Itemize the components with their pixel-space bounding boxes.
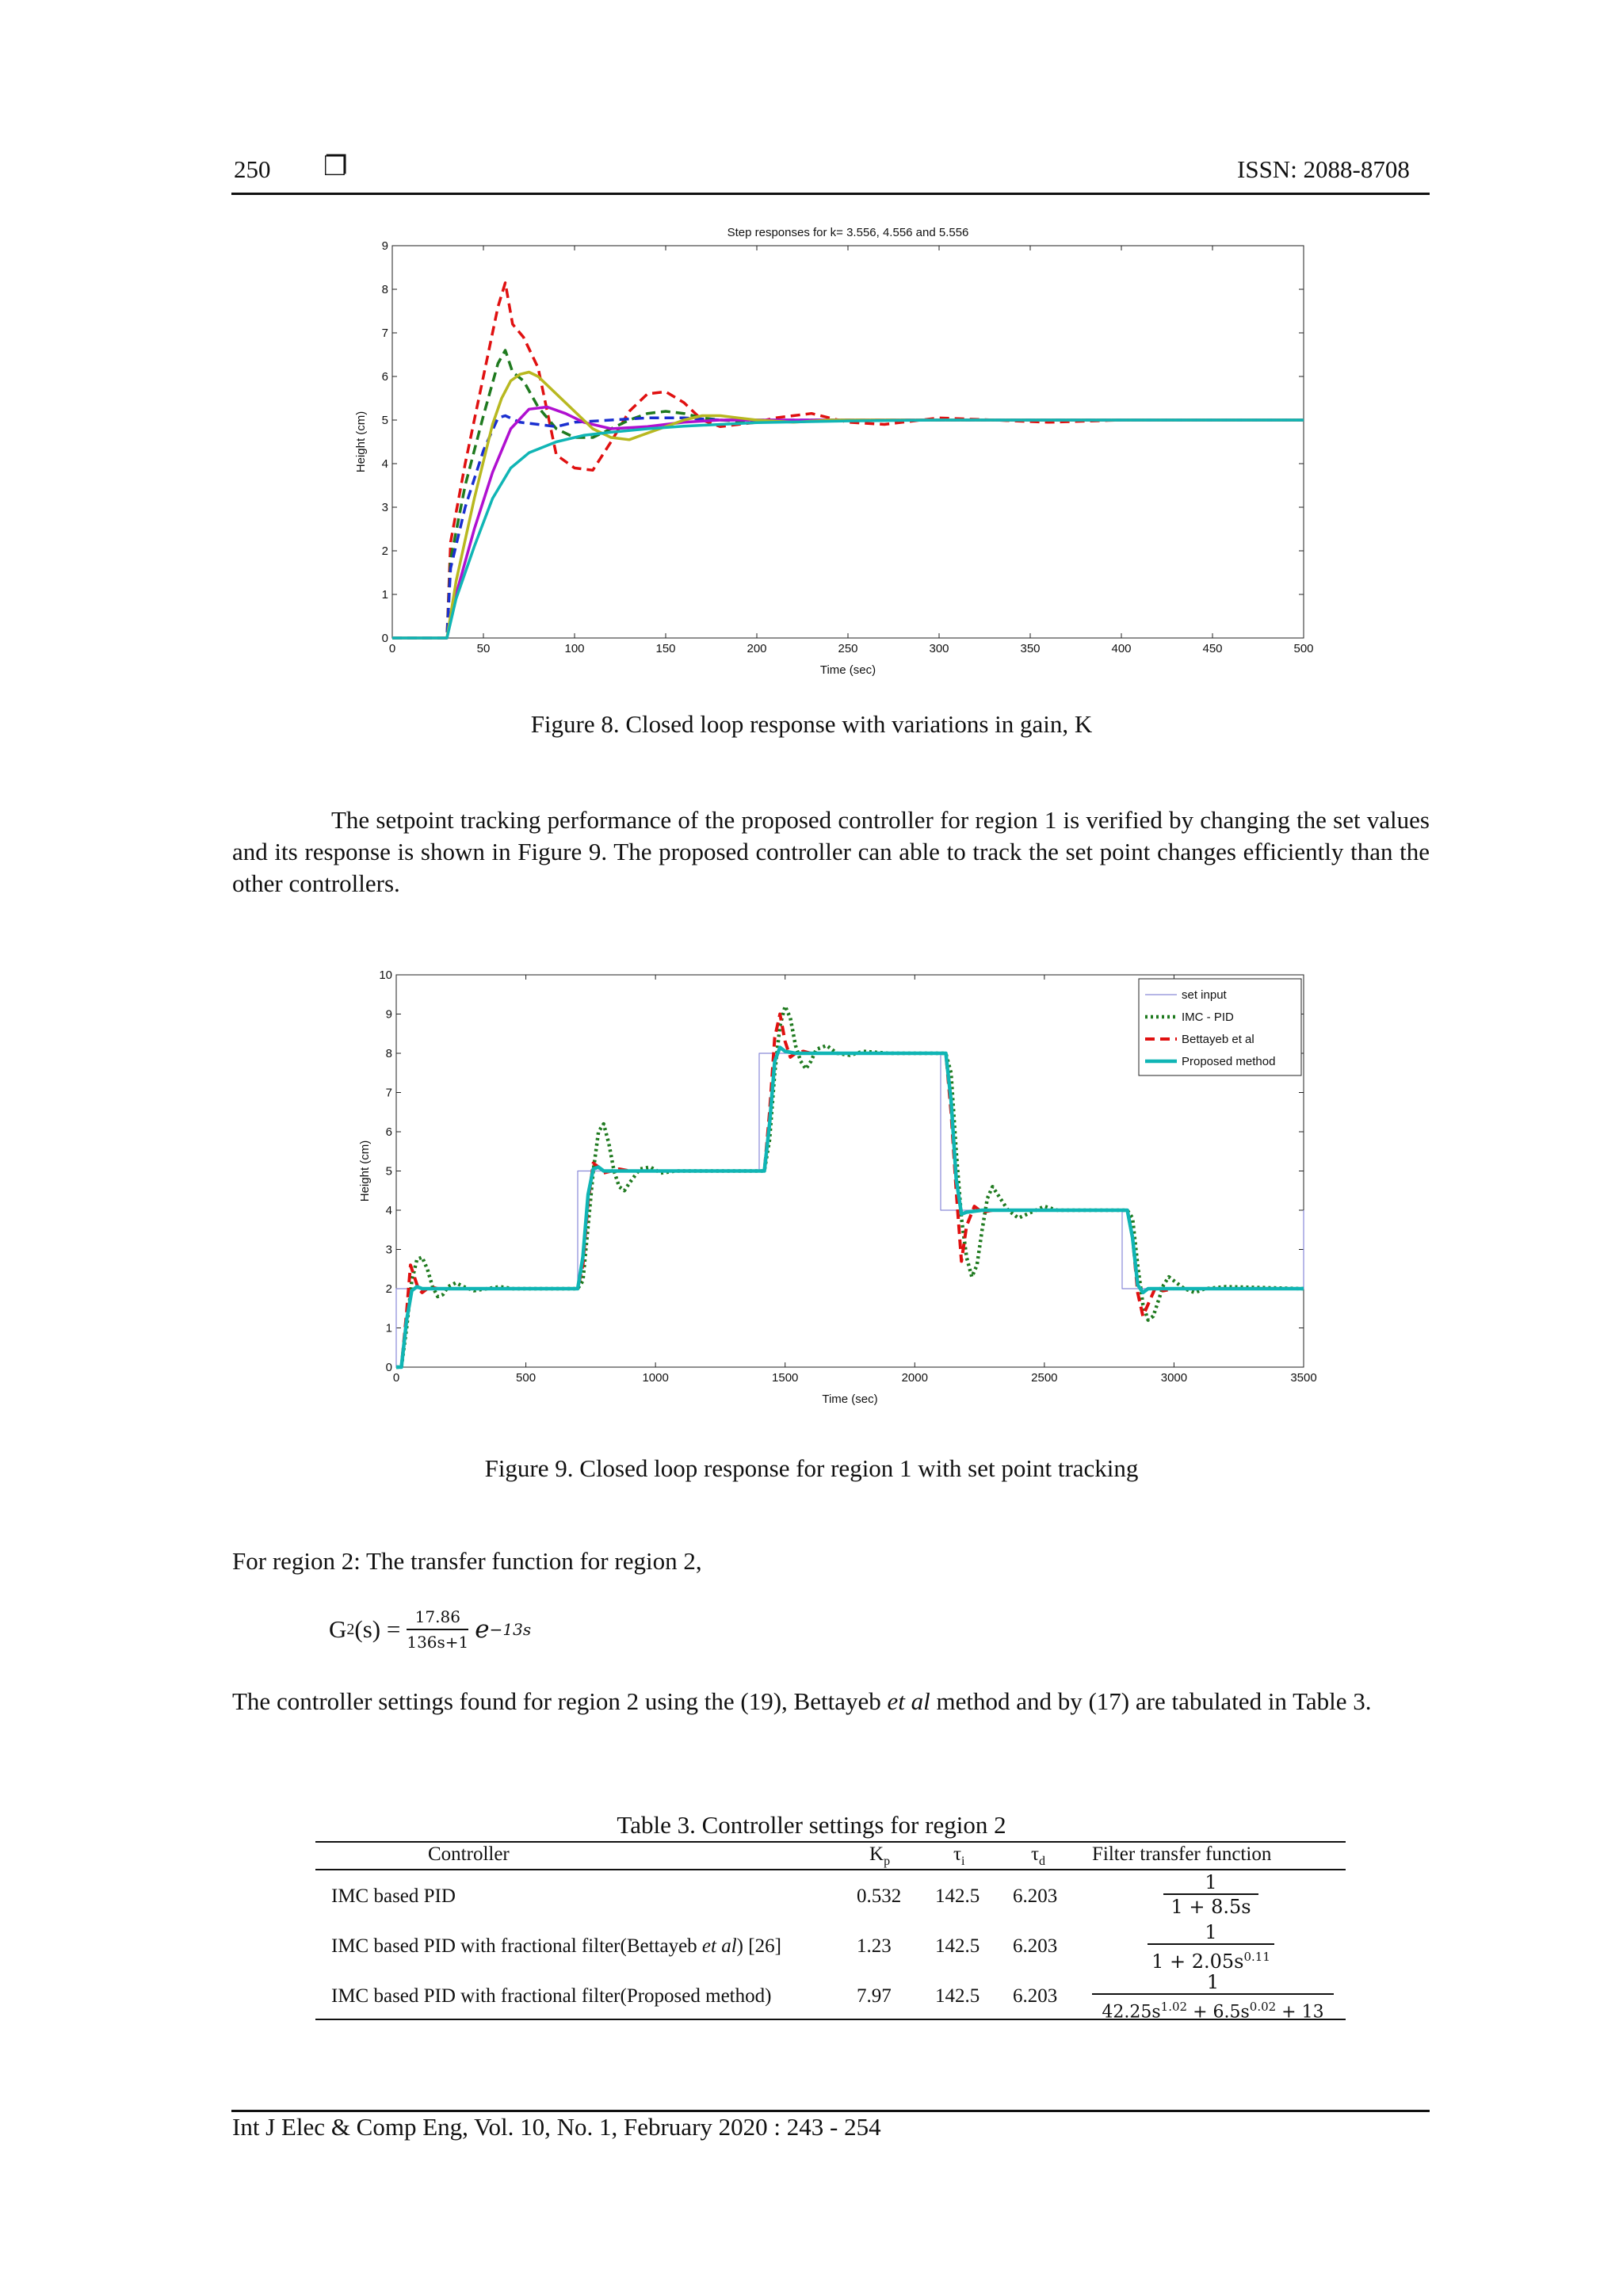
g2-equation <box>329 1605 531 1654</box>
figure9-chart <box>333 963 1331 1438</box>
row3-kp: 7.97 <box>857 1985 892 2007</box>
y-tick-label: 6 <box>381 370 388 384</box>
row2-filter-den: $1 + 2.05s^{0.11}$ <box>1151 1950 1270 1973</box>
row2-td: 6.203 <box>1013 1935 1058 1957</box>
y-axis-label: Height (cm) <box>354 411 368 473</box>
figure8-caption: Figure 8. Closed loop response with variations in gain, K <box>530 710 1093 738</box>
th-ti: $\tau_i$ <box>953 1843 965 1868</box>
exp-base: e <box>475 1615 490 1644</box>
x-tick-label: 3500 <box>1290 1371 1317 1385</box>
x-tick-label: 200 <box>747 642 767 655</box>
x-tick-label: 450 <box>1202 642 1223 655</box>
legend-entry: Proposed method <box>1182 1055 1276 1068</box>
y-tick-label: 7 <box>381 327 388 340</box>
y-tick-label: 4 <box>385 1204 392 1217</box>
th-controller: Controller <box>428 1843 510 1865</box>
g2-symbol: G <box>329 1615 347 1643</box>
g2-numerator: 17.86 <box>407 1605 468 1630</box>
y-tick-label: 3 <box>385 1243 392 1257</box>
x-tick-label: 100 <box>564 642 585 655</box>
table-top-rule <box>315 1841 1346 1843</box>
plot-frame <box>392 246 1304 638</box>
x-tick-label: 50 <box>476 642 491 655</box>
x-tick-label: 3000 <box>1160 1371 1188 1385</box>
x-tick-label: 1500 <box>772 1371 799 1385</box>
figure9-caption: Figure 9. Closed loop response for region 1 with set point tracking <box>484 1454 1139 1482</box>
issn: ISSN: 2088-8708 <box>1237 155 1410 183</box>
y-tick-label: 0 <box>381 632 388 645</box>
y-tick-label: 7 <box>385 1086 392 1100</box>
y-tick-label: 2 <box>381 544 388 558</box>
y-tick-label: 8 <box>385 1047 392 1060</box>
sentence-part2: method and by (17) are tabulated in Table 3. <box>930 1687 1372 1715</box>
x-tick-label: 0 <box>388 642 396 655</box>
row3-controller: IMC based PID with fractional filter(Proposed method) <box>331 1985 772 2007</box>
row1-controller: IMC based PID <box>331 1885 456 1907</box>
row1-ti: 142.5 <box>935 1885 980 1907</box>
g2-fraction <box>407 1605 468 1654</box>
footer-citation: Int J Elec & Comp Eng, Vol. 10, No. 1, February 2020 : 243 - 254 <box>232 2113 881 2141</box>
y-tick-label: 5 <box>385 1164 392 1179</box>
table3-title: Table 3. Controller settings for region 2 <box>617 1811 1006 1839</box>
row3-filter <box>1092 1971 1334 2024</box>
footer-rule <box>231 2110 1430 2112</box>
region2-sentence <box>232 1686 1430 1717</box>
figure8-chart <box>341 218 1323 690</box>
y-tick-label: 6 <box>385 1125 392 1139</box>
x-tick-label: 500 <box>1293 642 1314 655</box>
page-number: 250 <box>234 155 271 183</box>
sentence-italic: et al <box>887 1687 930 1715</box>
x-tick-label: 1000 <box>642 1371 669 1385</box>
y-tick-label: 10 <box>379 968 392 982</box>
x-tick-label: 350 <box>1020 642 1041 655</box>
exp-power: −13s <box>489 1620 532 1639</box>
row3-td: 6.203 <box>1013 1985 1058 2007</box>
row2-ti: 142.5 <box>935 1935 980 1957</box>
sentence-part1: The controller settings found for region 2 using the (19), Bettayeb <box>232 1687 888 1715</box>
y-tick-label: 5 <box>381 414 388 427</box>
x-tick-label: 400 <box>1111 642 1132 655</box>
g2-denominator: 136s+1 <box>407 1633 469 1652</box>
row2-kp: 1.23 <box>857 1935 892 1957</box>
row2-filter <box>1148 1921 1274 1973</box>
row3-ti: 142.5 <box>935 1985 980 2007</box>
row1-kp: 0.532 <box>857 1885 902 1907</box>
paragraph-setpoint: The setpoint tracking performance of the proposed controller for region 1 is verified by changing the set values and its response is shown in Figure 9. The proposed controller can able to track the set point changes efficiently than the other controllers. <box>232 806 1430 897</box>
x-axis-label: Time (sec) <box>819 663 876 677</box>
g2-arg: (s) = <box>354 1615 401 1643</box>
row3-filter-den: $42.25s^{1.02} + 6.5s^{0.02} + 13$ <box>1102 2000 1324 2023</box>
y-tick-label: 9 <box>381 239 388 253</box>
th-td: $\tau_d$ <box>1031 1843 1046 1868</box>
y-tick-label: 1 <box>385 1321 392 1335</box>
x-tick-label: 2500 <box>1031 1371 1058 1385</box>
table-header-rule <box>315 1869 1346 1870</box>
x-tick-label: 300 <box>929 642 949 655</box>
row1-filter-den: 1 + 8.5s <box>1170 1896 1251 1918</box>
legend-entry: Bettayeb et al <box>1182 1033 1254 1046</box>
th-filter: Filter transfer function <box>1092 1843 1272 1865</box>
row1-td: 6.203 <box>1013 1885 1058 1907</box>
th-kp: $K_p$ <box>869 1843 891 1868</box>
header-rule <box>231 193 1430 195</box>
row1-filter <box>1163 1871 1258 1919</box>
row1-filter-num: 1 <box>1163 1871 1258 1895</box>
row2-filter-num: 1 <box>1148 1921 1274 1945</box>
y-tick-label: 9 <box>385 1007 392 1022</box>
y-tick-label: 1 <box>381 588 388 602</box>
chart-title: Step responses for k= 3.556, 4.556 and 5.556 <box>727 226 969 239</box>
x-axis-label: Time (sec) <box>822 1392 878 1406</box>
region2-intro: For region 2: The transfer function for region 2, <box>232 1547 702 1575</box>
y-tick-label: 2 <box>385 1282 392 1296</box>
legend-entry: set input <box>1182 988 1227 1002</box>
y-tick-label: 4 <box>381 457 388 471</box>
row2-controller: IMC based PID with fractional filter(Bettayeb et al) [26] <box>331 1935 781 1957</box>
y-axis-label: Height (cm) <box>358 1140 372 1202</box>
x-tick-label: 500 <box>516 1371 537 1385</box>
y-tick-label: 3 <box>381 501 388 514</box>
y-tick-label: 8 <box>381 283 388 296</box>
row3-filter-num: 1 <box>1092 1971 1334 1995</box>
x-tick-label: 0 <box>392 1371 400 1385</box>
legend-entry: IMC - PID <box>1182 1010 1234 1024</box>
g2-subscript: 2 <box>346 1620 355 1638</box>
x-tick-label: 150 <box>655 642 676 655</box>
x-tick-label: 250 <box>838 642 858 655</box>
box-icon: ❐ <box>323 151 348 182</box>
y-tick-label: 0 <box>385 1361 392 1374</box>
x-tick-label: 2000 <box>901 1371 928 1385</box>
